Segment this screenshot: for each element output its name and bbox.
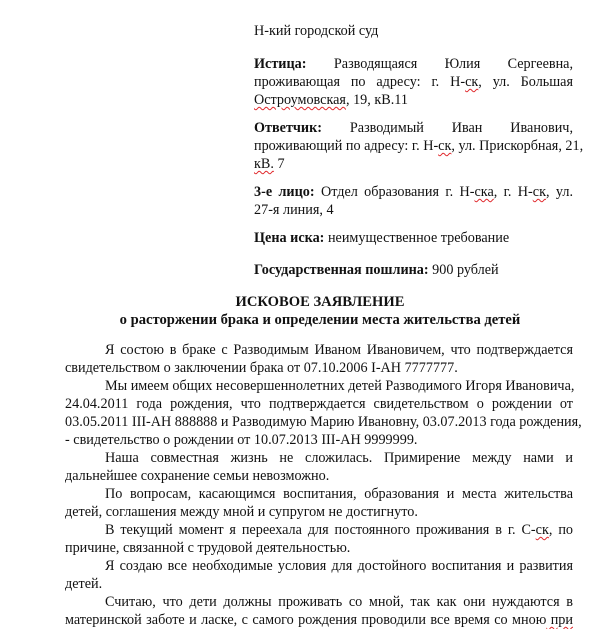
body-p4-line-2: детей, соглашения между мной и супругом не достигнуто. xyxy=(65,504,418,520)
body-p5-line-1 xyxy=(105,521,573,539)
third-party-text: , ул. xyxy=(545,184,573,200)
spellcheck-word: ска xyxy=(474,184,494,200)
body-p4-line-1: По вопросам, касающимся воспитания, образования и места жительства xyxy=(105,486,573,502)
body-p5-line-2: причине, связанной с трудовой деятельностью. xyxy=(65,540,351,556)
defendant-address-part: 7 xyxy=(273,156,285,172)
defendant-line-2 xyxy=(254,137,584,155)
document-title: ИСКОВОЕ ЗАЯВЛЕНИЕ xyxy=(235,294,405,310)
defendant-line-3 xyxy=(254,155,285,173)
claim-price xyxy=(254,229,509,247)
body-p3-line-1: Наша совместная жизнь не сложилась. Примирение между нами и xyxy=(105,450,573,466)
claim-price-label: Цена иска: xyxy=(254,230,325,246)
body-p7-line-2 xyxy=(65,611,573,629)
body-p2-line-2: 24.04.2011 года рождения, что подтверждается свидетельством о рождении от xyxy=(65,396,573,412)
body-text: материнской заботе и ласке, с самого рождения проводили все время со мною xyxy=(65,612,547,628)
plaintiff-address-part: проживающая по адресу: г. Н- xyxy=(254,74,466,90)
plaintiff-line-2 xyxy=(254,73,573,91)
state-fee-value: 900 рублей xyxy=(428,262,499,278)
defendant-line-1 xyxy=(254,119,573,137)
third-party-line-2: 27-я линия, 4 xyxy=(254,202,334,218)
body-p1-line-1: Я состою в браке с Разводимым Иваном Ивановичем, что подтверждается xyxy=(105,342,573,358)
defendant-label: Ответчик: xyxy=(254,120,323,136)
defendant-address-part: проживающий по адресу: г. Н- xyxy=(254,138,439,154)
claim-price-value: неимущественное требование xyxy=(324,230,510,246)
state-fee-label: Государственная пошлина: xyxy=(254,262,429,278)
defendant-name: Разводимый Иван Иванович, xyxy=(349,120,573,136)
body-text: В текущий момент я переехала для постоянного проживания в г. С- xyxy=(105,522,536,538)
plaintiff-line-1 xyxy=(254,55,573,73)
body-p2-line-4: - свидетельство о рождении от 10.07.2013 III-АН 9999999. xyxy=(65,432,418,448)
spellcheck-word: ск xyxy=(438,138,452,154)
third-party-text: Отдел образования г. Н- xyxy=(314,184,475,200)
third-party-text: , г. Н- xyxy=(493,184,533,200)
body-p2-line-3: 03.05.2011 III-АН 888888 и Разводимую Марию Ивановну, 03.07.2013 года рождения, xyxy=(65,414,582,430)
plaintiff-label: Истица: xyxy=(254,56,307,72)
third-party-label: 3-е лицо: xyxy=(254,184,315,200)
spellcheck-word: ск xyxy=(465,74,479,90)
court-name: Н-кий городской суд xyxy=(254,23,379,39)
plaintiff-line-3 xyxy=(254,91,408,109)
spellcheck-word: при xyxy=(546,612,573,628)
body-p3-line-2: дальнейшее сохранение семьи невозможно. xyxy=(65,468,330,484)
plaintiff-name: Разводящаяся Юлия Сергеевна, xyxy=(333,56,574,72)
spellcheck-word: ск xyxy=(532,184,546,200)
plaintiff-address-part: , 19, кВ.11 xyxy=(345,92,408,108)
body-p6-line-2: детей. xyxy=(65,576,103,592)
spellcheck-word: Остроумовская xyxy=(254,92,346,108)
body-p6-line-1: Я создаю все необходимые условия для достойного воспитания и развития xyxy=(105,558,573,574)
plaintiff-address-part: , ул. Большая xyxy=(478,74,573,90)
third-party-line-1 xyxy=(254,183,573,201)
spellcheck-word: кВ. xyxy=(254,156,274,172)
state-fee xyxy=(254,261,499,279)
document-subtitle: о расторжении брака и определении места жительства детей xyxy=(119,312,521,328)
body-p2-line-1: Мы имеем общих несовершеннолетних детей Разводимого Игоря Ивановича, xyxy=(105,378,575,394)
body-p1-line-2: свидетельством о заключении брака от 07.10.2006 I-АН 7777777. xyxy=(65,360,458,376)
spellcheck-word: ск xyxy=(535,522,549,538)
body-p7-line-1: Считаю, что дети должны проживать со мной, так как они нуждаются в xyxy=(105,594,573,610)
body-text: , по xyxy=(548,522,574,538)
defendant-address-part: , ул. Прискорбная, 21, xyxy=(451,138,584,154)
